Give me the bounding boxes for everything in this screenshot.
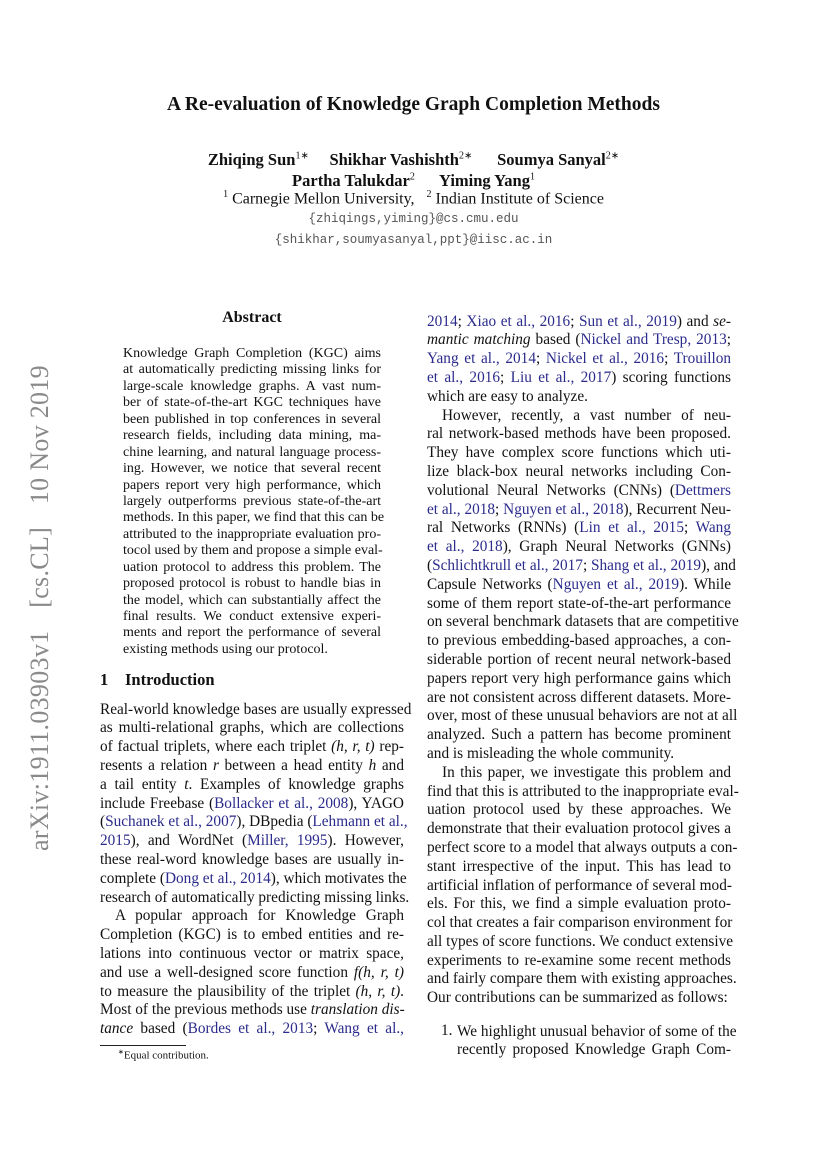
- paper-title: A Re-evaluation of Knowledge Graph Completion Methods: [167, 94, 660, 115]
- footnote: ∗Equal contribution.: [118, 1048, 209, 1062]
- text-line: [100, 945, 404, 964]
- text: between a head entity: [218, 756, 369, 774]
- text: existing methods using our protocol.: [123, 641, 328, 657]
- text: include Freebase (: [100, 794, 215, 812]
- text-line: [100, 983, 404, 1002]
- text-line: [427, 970, 737, 989]
- text-line: [427, 838, 738, 858]
- text: A popular approach for Knowledge Graph: [115, 907, 404, 925]
- text-line: [123, 379, 381, 395]
- text-line: [427, 670, 731, 689]
- citation-link[interactable]: Yang et al., 2014: [427, 350, 536, 368]
- text: recently proposed Knowledge Graph Com-: [457, 1041, 731, 1059]
- text: ;: [570, 312, 580, 330]
- text-line: [427, 895, 731, 914]
- text-line: [427, 726, 731, 745]
- text: Completion (KGC) is to embed entities and re-: [100, 926, 404, 944]
- text: all types of score functions. We conduct extensive: [427, 932, 734, 950]
- text-line: [457, 1041, 731, 1060]
- text: They have complex score functions which uti-: [427, 444, 731, 462]
- italic-text: f(h, r, t): [353, 963, 404, 981]
- text-line: [100, 964, 404, 983]
- text-line: [427, 632, 731, 651]
- text: col that creates a fair comparison environment for: [427, 914, 733, 932]
- text: resents a relation: [100, 756, 213, 774]
- citation-link[interactable]: Trouillon: [673, 350, 731, 368]
- author-line-1: [0, 150, 827, 170]
- text: ). However,: [327, 832, 404, 850]
- citation-link[interactable]: Lin et al., 2015: [579, 519, 684, 537]
- text-line: [427, 877, 731, 896]
- text-line: [123, 346, 381, 362]
- text-line: [123, 625, 381, 641]
- citation-link[interactable]: Suchanek et al., 2007: [105, 813, 237, 831]
- text-line: [100, 1001, 404, 1020]
- text-line: [123, 593, 381, 609]
- text-line: [123, 560, 381, 576]
- citation-link[interactable]: 2014: [427, 312, 458, 330]
- italic-text: translation dis-: [310, 1001, 405, 1019]
- text: ing. However, we notice that several recent: [123, 461, 381, 477]
- text-line: [100, 1020, 404, 1039]
- contribution-item: [457, 1022, 737, 1061]
- text-line: [427, 613, 739, 632]
- text-line: [427, 463, 731, 482]
- text-line: [100, 813, 408, 832]
- text-line: [427, 369, 731, 388]
- citation-link[interactable]: Lehmann et al.,: [312, 813, 408, 831]
- text-line: [427, 501, 731, 520]
- text: ), and WordNet (: [130, 832, 248, 850]
- text: experiments to re-examine some recent methods: [427, 951, 731, 969]
- text: siderable portion of recent neural network-based: [427, 650, 731, 668]
- citation-link[interactable]: Xiao et al., 2016: [466, 312, 571, 330]
- footnote-rule: [100, 1045, 186, 1046]
- text: ral network-based methods have been proposed.: [427, 425, 731, 443]
- citation-link[interactable]: Nguyen et al., 2019: [552, 575, 680, 593]
- text: rep-: [374, 738, 405, 756]
- text-line: [427, 989, 731, 1008]
- text: papers report very high performance gains which: [427, 669, 731, 687]
- text: some of them report state-of-the-art performance: [427, 594, 731, 612]
- author: Partha Talukdar$^2$: [292, 171, 415, 190]
- text: ). While: [679, 575, 731, 593]
- text: on several benchmark datasets that are competitive: [427, 613, 739, 631]
- citation-link[interactable]: Wang et al.,: [324, 1020, 404, 1038]
- text-line: [100, 700, 412, 720]
- text-line: [100, 888, 410, 908]
- citation-link[interactable]: Dong et al., 2014: [164, 869, 271, 887]
- text: ;: [683, 519, 696, 537]
- text: as multi-relational graphs, which are collections: [100, 719, 404, 737]
- text: final results. We conduct extensive experi-: [123, 609, 381, 624]
- citation-link[interactable]: et al., 2018: [427, 500, 496, 518]
- text: research fields, including data mining, ma-: [123, 428, 381, 444]
- text-line: [123, 428, 381, 444]
- author: Yiming Yang$^1$: [439, 171, 535, 190]
- text: uation protocol used by these approaches. We: [427, 801, 731, 819]
- text-line: [427, 820, 731, 839]
- intro-left-column: [100, 700, 412, 1039]
- italic-text: se-: [713, 312, 732, 330]
- text-line: [100, 719, 404, 738]
- text: ) and: [676, 312, 714, 330]
- text-line: [123, 494, 381, 510]
- text: ;: [582, 556, 592, 574]
- text-line: [457, 1022, 737, 1042]
- text: which are easy to analyze.: [427, 387, 588, 405]
- text-line: [427, 595, 731, 614]
- italic-text: (h, r, t): [331, 738, 375, 756]
- text: analyzed. Such a pattern has become prominent: [427, 726, 731, 744]
- citation-link[interactable]: Schlichtkrull et al., 2017: [432, 556, 583, 574]
- text: based (: [530, 331, 581, 349]
- text-line: [100, 738, 404, 757]
- text: the model, which can substantially affect the: [123, 592, 381, 608]
- text: ;: [495, 500, 504, 518]
- citation-link[interactable]: et al., 2018: [427, 538, 503, 556]
- italic-text: tance: [100, 1020, 134, 1038]
- text: ;: [313, 1020, 325, 1038]
- italic-text: t: [184, 775, 189, 793]
- arxiv-date: 10 Nov 2019: [25, 365, 54, 505]
- affiliations: $^1$ Carnegie Mellon University, $^2$ Indian Institute of Science: [223, 189, 604, 208]
- text: Knowledge Graph Completion (KGC) aims: [123, 346, 381, 361]
- text-line: [123, 362, 381, 378]
- text-line: [123, 642, 381, 658]
- text: ;: [535, 350, 546, 368]
- author-line-2: [0, 171, 827, 191]
- citation-link[interactable]: Wang: [695, 519, 731, 537]
- italic-text: (h, r, t): [355, 982, 401, 1000]
- arxiv-id: arXiv:1911.03903v1: [25, 630, 54, 851]
- text: largely outperforms previous state-of-the-art: [123, 493, 381, 509]
- citation-link[interactable]: 2015: [100, 832, 131, 850]
- text: papers report very high performance, which: [123, 477, 381, 493]
- text-line: [427, 331, 731, 350]
- text: ), DBpedia (: [236, 813, 313, 831]
- text-line: [100, 757, 404, 776]
- text: complete (: [100, 869, 165, 887]
- text: volutional Neural Networks (CNNs) (: [427, 481, 675, 499]
- citation-link[interactable]: Bollacker et al., 2008: [214, 794, 349, 812]
- text-line: [427, 538, 731, 557]
- text-line: [100, 869, 407, 889]
- text: ;: [457, 312, 467, 330]
- text-line: [123, 445, 381, 461]
- text-line: [427, 764, 731, 783]
- text: ), YAGO: [348, 794, 404, 812]
- intro-right-column: [427, 312, 739, 1008]
- section-heading-introduction: 1 Introduction: [100, 670, 215, 689]
- text-line: [427, 482, 731, 501]
- text: ments and report the performance of several: [123, 625, 381, 641]
- text: ;: [726, 331, 731, 349]
- text: Real-world knowledge bases are usually expressed: [100, 700, 412, 718]
- text-line: [427, 444, 731, 463]
- text-line: [427, 801, 731, 820]
- italic-text: h: [368, 756, 377, 774]
- text: been published in top conferences in several: [123, 411, 381, 427]
- text-line: [427, 932, 734, 952]
- text: these real-word knowledge bases are usually in-: [100, 850, 404, 868]
- text-line: [123, 510, 385, 526]
- text: to previous embedding-based approaches, a con-: [427, 632, 731, 650]
- text: Most of the previous methods use: [100, 1001, 311, 1019]
- author: Shikhar Vashishth$^{2∗}$: [329, 150, 473, 169]
- text-line: [123, 461, 381, 477]
- text-line: [427, 651, 731, 670]
- text: lations into continuous vector or matrix space,: [100, 944, 404, 962]
- text: ber of state-of-the-art KGC techniques have: [123, 395, 381, 411]
- text: demonstrate that their evaluation protocol gives a: [427, 820, 731, 838]
- text-line: [100, 832, 404, 851]
- text: We highlight unusual behavior of some of the: [457, 1022, 737, 1040]
- text: over, most of these unusual behaviors are not at all: [427, 707, 738, 725]
- text-line: [100, 926, 404, 945]
- text-line: [123, 527, 381, 543]
- text: proposed protocol is robust to handle bias in: [123, 576, 381, 592]
- text: at automatically predicting missing links for: [123, 362, 381, 378]
- text: large-scale knowledge graphs. A vast num-: [123, 378, 381, 394]
- text-line: [427, 858, 731, 877]
- text: ), and: [701, 556, 736, 574]
- text: Capsule Networks (: [427, 575, 553, 593]
- text-line: [100, 907, 404, 926]
- citation-link[interactable]: Bordes et al., 2013: [187, 1020, 314, 1038]
- citation-link[interactable]: Shang et al., 2019: [591, 556, 702, 574]
- text-line: [100, 776, 404, 795]
- text-line: [123, 543, 381, 559]
- text: ;: [500, 368, 511, 386]
- text-line: [123, 576, 381, 592]
- text: artificial inflation of performance of several mod-: [427, 876, 732, 894]
- text-line: [427, 689, 731, 708]
- text-line: [427, 350, 731, 369]
- contribution-number: 1.: [441, 1022, 453, 1039]
- text-line: [427, 707, 738, 726]
- citation-link[interactable]: Liu et al., 2017: [510, 368, 612, 386]
- text: methods. In this paper, we find that this can be: [123, 510, 385, 526]
- text: and: [376, 756, 404, 774]
- citation-link[interactable]: Nguyen et al., 2018: [503, 500, 624, 518]
- text: attributed to the inappropriate evaluation pro-: [123, 526, 381, 542]
- text: . Examples of knowledge graphs: [188, 775, 404, 793]
- text: tocol used by them and propose a simple eval-: [123, 543, 383, 559]
- text-line: [123, 412, 381, 428]
- text: Our contributions can be summarized as follows:: [427, 989, 728, 1007]
- text: find that this is attributed to the inappropriate eval-: [427, 782, 739, 800]
- citation-link[interactable]: Nickel and Tresp, 2013: [580, 331, 727, 349]
- citation-link[interactable]: et al., 2016: [427, 368, 501, 386]
- text: els. For this, we find a simple evaluation proto-: [427, 895, 731, 913]
- text: and use a well-designed score function: [100, 963, 354, 981]
- text: (: [427, 556, 433, 574]
- text: uation protocol to address this problem. The: [123, 559, 381, 575]
- text-line: [123, 609, 381, 625]
- citation-link[interactable]: Nickel et al., 2016: [545, 350, 665, 368]
- text: ;: [664, 350, 674, 368]
- text: perfect score to a model that always outputs a con-: [427, 838, 738, 856]
- text: chine learning, and natural language process-: [123, 444, 381, 460]
- arxiv-category: [cs.CL]: [25, 526, 54, 608]
- text: based (: [133, 1020, 188, 1038]
- text-line: [427, 952, 731, 971]
- text: and fairly compare them with existing approaches.: [427, 970, 737, 988]
- text-line: [427, 576, 731, 595]
- text-line: [427, 407, 731, 426]
- text: ), which motivates the: [270, 869, 407, 887]
- text: .: [400, 982, 404, 1000]
- text: and is misleading the whole community.: [427, 744, 675, 762]
- abstract-body: [123, 346, 385, 658]
- arxiv-identifier-stamp: [25, 349, 55, 851]
- text: to measure the plausibility of the triplet: [100, 982, 356, 1000]
- text: stant irrespective of the input. This has lead to: [427, 857, 731, 875]
- text-line: [427, 425, 731, 444]
- author: Soumya Sanyal$^{2∗}$: [497, 150, 620, 169]
- email-iisc: {shikhar,soumyasanyal,ppt}@iisc.ac.in: [274, 233, 553, 247]
- citation-link[interactable]: Dettmers: [674, 481, 731, 499]
- text: ral Networks (RNNs) (: [427, 519, 580, 537]
- text-line: [427, 914, 731, 933]
- text-line: [427, 313, 731, 332]
- email-cmu: {zhiqings,yiming}@cs.cmu.edu: [308, 212, 519, 226]
- text: a tail entity: [100, 775, 185, 793]
- text-line: [427, 388, 731, 407]
- text: of factual triplets, where each triplet: [100, 738, 332, 756]
- text-line: [123, 478, 381, 494]
- text-line: [427, 519, 731, 538]
- citation-link[interactable]: Sun et al., 2019: [579, 312, 677, 330]
- text: are not consistent across different datasets. More-: [427, 688, 731, 706]
- text: lize black-box neural networks including Con-: [427, 462, 731, 480]
- text: However, recently, a vast number of neu-: [442, 406, 731, 424]
- text: ), Graph Neural Networks (GNNs): [502, 538, 731, 556]
- italic-text: mantic matching: [427, 331, 531, 349]
- abstract-heading: Abstract: [222, 309, 282, 326]
- italic-text: r: [212, 756, 219, 774]
- text: In this paper, we investigate this problem and: [442, 763, 731, 781]
- author: Zhiqing Sun$^{1∗}$: [207, 150, 309, 169]
- text-line: [427, 745, 731, 764]
- text: ), Recurrent Neu-: [623, 500, 731, 518]
- text: research of automatically predicting missing links.: [100, 888, 410, 906]
- text-line: [427, 782, 739, 802]
- text-line: [100, 795, 404, 814]
- text-line: [100, 851, 404, 870]
- text: ) scoring functions: [611, 368, 731, 386]
- text-line: [123, 395, 381, 411]
- text: (: [100, 813, 106, 831]
- citation-link[interactable]: Miller, 1995: [247, 832, 328, 850]
- text-line: [427, 556, 736, 576]
